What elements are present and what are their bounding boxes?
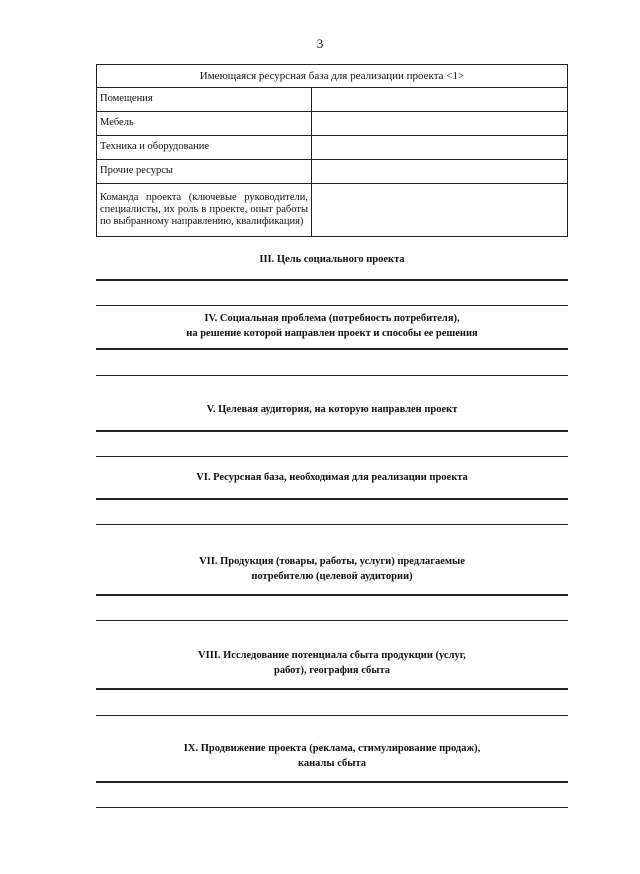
resource-value-team: [312, 184, 568, 237]
table-row: [97, 160, 568, 184]
table-row: [97, 136, 568, 160]
resource-label-other: Прочие ресурсы: [97, 160, 312, 184]
answer-line[interactable]: [96, 807, 568, 808]
section-heading-line: VI. Ресурсная база, необходимая для реализации проекта: [196, 472, 468, 483]
section-heading-line: III. Цель социального проекта: [259, 254, 405, 265]
answer-line[interactable]: [96, 348, 568, 350]
answer-line[interactable]: [96, 620, 568, 621]
resource-value-premises: [312, 88, 568, 112]
answer-line[interactable]: [96, 279, 568, 281]
section-heading-audience: [96, 402, 568, 417]
resource-label-premises: Помещения: [97, 88, 312, 112]
resource-value-equipment: [312, 136, 568, 160]
section-heading-goal: [96, 252, 568, 267]
table-row: [97, 88, 568, 112]
table-header-row: [97, 65, 568, 88]
section-heading-line: VIII. Исследование потенциала сбыта продукции (услуг,: [198, 650, 466, 661]
answer-line[interactable]: [96, 305, 568, 306]
answer-line[interactable]: [96, 781, 568, 783]
resource-value-other: [312, 160, 568, 184]
section-heading-products: [96, 554, 568, 584]
section-heading-line: IX. Продвижение проекта (реклама, стимулирование продаж),: [183, 743, 481, 754]
resource-value-furniture: [312, 112, 568, 136]
page-number: 3: [316, 36, 324, 51]
resource-label-equipment: Техника и оборудование: [97, 136, 312, 160]
section-heading-line: на решение которой направлен проект и способы ее решения: [186, 328, 478, 339]
table-header: Имеющаяся ресурсная база для реализации проекта <1>: [97, 65, 568, 88]
section-heading-promotion: [96, 741, 568, 771]
answer-line[interactable]: [96, 375, 568, 376]
section-heading-line: работ), география сбыта: [273, 665, 390, 676]
section-heading-sales-potential: [96, 648, 568, 678]
resource-label-furniture: Мебель: [97, 112, 312, 136]
answer-line[interactable]: [96, 498, 568, 500]
answer-line[interactable]: [96, 524, 568, 525]
answer-line[interactable]: [96, 715, 568, 716]
answer-line[interactable]: [96, 594, 568, 596]
section-heading-line: V. Целевая аудитория, на которую направлен проект: [206, 404, 458, 415]
section-heading-line: потребителю (целевой аудитории): [251, 571, 413, 582]
section-heading-line: IV. Социальная проблема (потребность потребителя),: [204, 313, 460, 324]
section-heading-required-resources: [96, 470, 568, 485]
section-heading-line: каналы сбыта: [297, 758, 367, 769]
answer-line[interactable]: [96, 430, 568, 432]
section-heading-line: VII. Продукция (товары, работы, услуги) предлагаемые: [199, 556, 465, 567]
table-row: [97, 112, 568, 136]
resource-label-team: Команда проекта (ключевые руководители, специалисты, их роль в проекте, опыт работы по выбранному направлению, квалификация): [97, 184, 312, 237]
answer-line[interactable]: [96, 688, 568, 690]
section-heading-problem: [96, 311, 568, 341]
answer-line[interactable]: [96, 456, 568, 457]
resource-table: [96, 64, 568, 237]
table-row: [97, 184, 568, 237]
